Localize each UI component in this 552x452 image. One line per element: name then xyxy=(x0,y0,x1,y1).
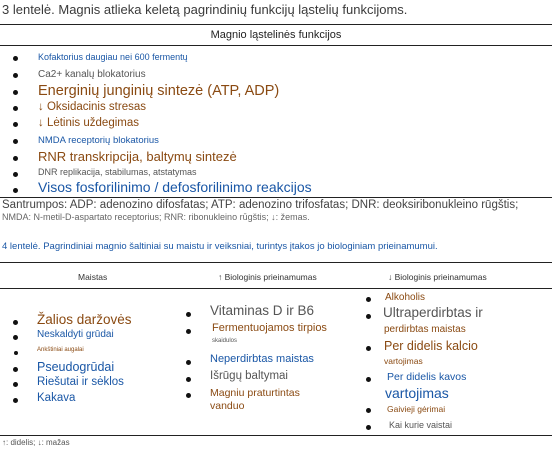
list-item: Energinių junginių sintezė (ATP, ADP) xyxy=(38,83,280,99)
bullet xyxy=(13,367,18,372)
bullet xyxy=(13,156,18,161)
bullet xyxy=(186,393,191,398)
list-item: Magniu praturtintas xyxy=(210,387,300,399)
table4-top-rule xyxy=(0,262,552,263)
list-item: Gaivieji gėrimai xyxy=(387,404,446,414)
bullet xyxy=(366,297,371,302)
bullet xyxy=(13,320,18,325)
list-item: Per didelis kavos xyxy=(387,371,467,383)
bullet xyxy=(13,398,18,403)
bullet xyxy=(186,377,191,382)
bullet xyxy=(13,73,18,78)
bullet xyxy=(186,329,191,334)
list-item: DNR replikacija, stabilumas, atstatymas xyxy=(38,167,197,177)
column-header-down: ↓ Biologinis prieinamumas xyxy=(388,272,487,282)
list-item: Alkoholis xyxy=(385,292,426,303)
column-header-food: Maistas xyxy=(78,272,108,282)
list-item-cont: vartojimas xyxy=(385,385,449,401)
bullet xyxy=(14,351,18,355)
bullet xyxy=(13,122,18,127)
bullet xyxy=(366,425,371,430)
bullet xyxy=(366,314,371,319)
bullet xyxy=(13,90,18,95)
list-item: RNR transkripcija, baltymų sintezė xyxy=(38,149,237,164)
column-header-up: ↑ Biologinis prieinamumas xyxy=(218,272,317,282)
bullet xyxy=(13,106,18,111)
list-item: Kai kurie vaistai xyxy=(389,420,453,430)
table3-top-rule xyxy=(0,24,552,25)
list-item: NMDA receptorių blokatorius xyxy=(38,135,159,146)
list-item: Kofaktorius daugiau nei 600 fermentų xyxy=(38,52,188,62)
list-item: Visos fosforilinimo / defosforilinimo reakcijos xyxy=(38,179,312,195)
bullet xyxy=(13,382,18,387)
bullet xyxy=(13,172,18,177)
table4-bottom-rule xyxy=(0,435,552,436)
list-item-cont: skaidulos xyxy=(212,338,238,344)
bullet xyxy=(13,139,18,144)
table4-header-rule xyxy=(0,288,552,289)
list-item: ↓ Oksidacinis stresas xyxy=(38,101,147,113)
table3-caption: 3 lentelė. Magnis atlieka keletą pagrindinių funkcijų ląstelių funkcijoms. xyxy=(2,2,408,17)
bullet xyxy=(13,56,18,61)
list-item: Neskaldyti grūdai xyxy=(37,329,114,340)
list-item: ↓ Lėtinis uždegimas xyxy=(38,117,139,129)
bullet xyxy=(186,360,191,365)
bullet xyxy=(366,377,371,382)
list-item: Fermentuojamos tirpios xyxy=(212,322,327,334)
bullet xyxy=(13,188,18,193)
list-item: Vitaminas D ir B6 xyxy=(210,303,315,318)
table3-header-rule xyxy=(0,45,552,46)
list-item: Ca2+ kanalų blokatorius xyxy=(38,69,146,80)
list-item: Ultraperdirbtas ir xyxy=(383,305,483,320)
table3-abbreviations-cont: NMDA: N-metil-D-aspartato receptorius; RNR: ribonukleino rūgštis; ↓: žemas. xyxy=(2,212,310,222)
list-item: Ankštiniai augalai xyxy=(37,347,84,353)
table3-header: Magnio ląstelinės funkcijos xyxy=(210,29,342,41)
list-item-cont: perdirbtas maistas xyxy=(384,324,466,335)
bullet xyxy=(366,408,371,413)
list-item: Per didelis kalcio xyxy=(384,339,478,353)
list-item-cont: vanduo xyxy=(210,400,245,412)
list-item: Riešutai ir sėklos xyxy=(37,376,124,388)
list-item: Pseudogrūdai xyxy=(37,360,115,374)
list-item: Žalios daržovės xyxy=(37,312,132,327)
bullet xyxy=(13,335,18,340)
bullet xyxy=(186,312,191,317)
list-item: Kakava xyxy=(37,392,76,404)
bullet xyxy=(366,346,371,351)
table3-bottom-rule xyxy=(0,197,552,198)
table4-footnote: ↑: didelis; ↓: mažas xyxy=(2,438,70,447)
list-item-cont: vartojimas xyxy=(384,356,423,366)
list-item: Išrūgų baltymai xyxy=(210,370,288,382)
table3-abbreviations: Santrumpos: ADP: adenozino difosfatas; ATP: adenozino trifosfatas; DNR: deoksiribonukleino rūgštis; xyxy=(2,199,519,211)
list-item: Neperdirbtas maistas xyxy=(210,353,314,365)
table4-caption: 4 lentelė. Pagrindiniai magnio šaltiniai su maistu ir veiksniai, turintys įtakos jo biologiniam prieinamumui. xyxy=(2,241,438,252)
